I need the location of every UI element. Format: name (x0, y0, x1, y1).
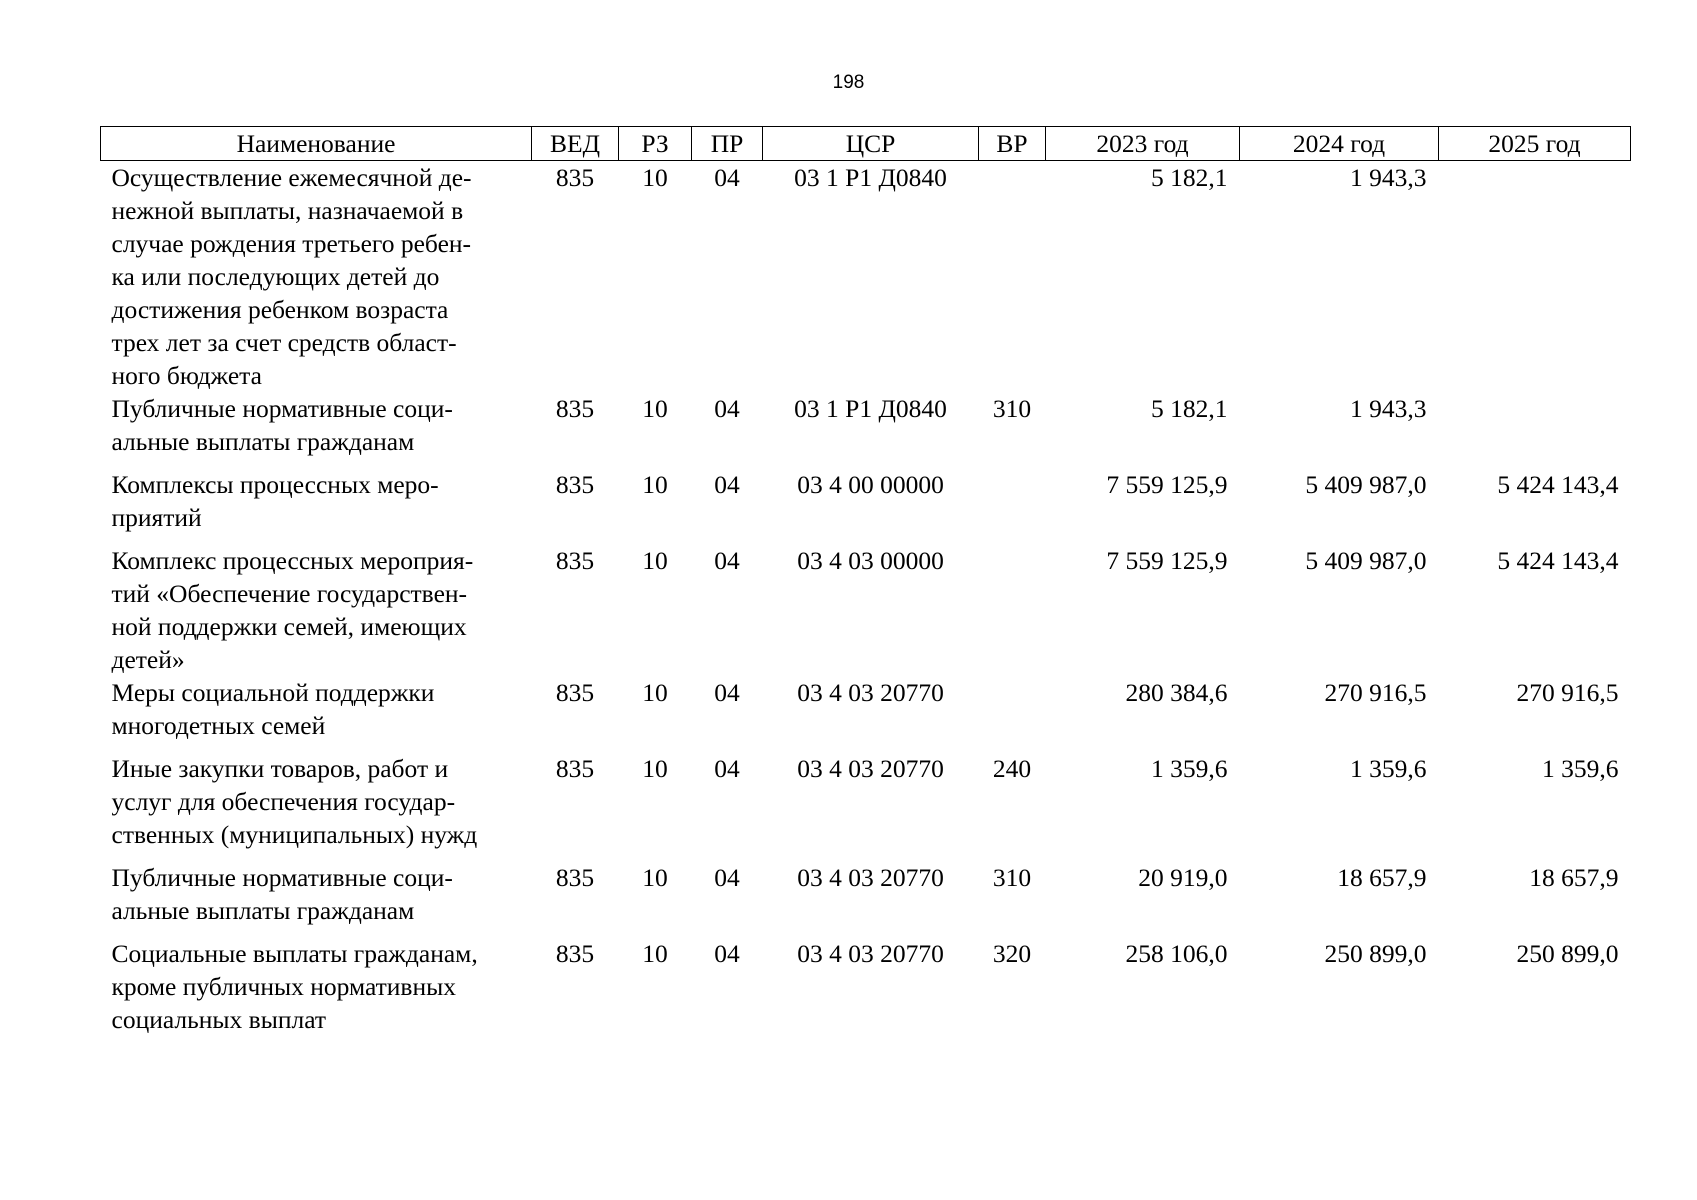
cell-2025: 18 657,9 (1529, 863, 1619, 892)
cell-2024: 1 943,3 (1350, 163, 1427, 192)
cell-2025 (1439, 392, 1631, 468)
name-line: Публичные нормативные соци- (111, 394, 453, 423)
header-2023: 2023 год (1046, 127, 1240, 161)
cell-2024: 270 916,5 (1324, 678, 1427, 707)
cell-rz: 10 (642, 939, 668, 968)
header-2025: 2025 год (1439, 127, 1631, 161)
table-row (101, 544, 1631, 676)
name-line: Меры социальной поддержки (111, 678, 435, 707)
header-ved: ВЕД (532, 127, 619, 161)
cell-2024: 5 409 987,0 (1305, 470, 1427, 499)
name-line: кроме публичных нормативных (111, 972, 456, 1001)
cell-2023: 5 182,1 (1151, 163, 1228, 192)
cell-vr (979, 676, 1046, 752)
name-line: услуг для обеспечения государ- (111, 787, 456, 816)
cell-vr: 320 (992, 939, 1032, 968)
cell-rz: 10 (642, 470, 668, 499)
name-line: ной поддержки семей, имеющих (111, 612, 467, 641)
cell-2024: 5 409 987,0 (1305, 546, 1427, 575)
cell-2024: 18 657,9 (1337, 863, 1427, 892)
cell-2025: 270 916,5 (1516, 678, 1619, 707)
table-row (101, 468, 1631, 544)
name-line: Социальные выплаты гражданам, (111, 939, 478, 968)
name-line: тий «Обеспечение государствен- (111, 579, 468, 608)
cell-name (101, 752, 532, 861)
cell-ved: 835 (555, 678, 595, 707)
table-row (101, 392, 1631, 468)
cell-csr: 03 1 Р1 Д0840 (794, 163, 947, 192)
cell-2024: 250 899,0 (1324, 939, 1427, 968)
cell-vr: 240 (992, 754, 1032, 783)
cell-2023: 7 559 125,9 (1106, 546, 1228, 575)
name-line: детей» (111, 645, 185, 674)
header-pr: ПР (692, 127, 763, 161)
name-line: Комплекс процессных мероприя- (111, 546, 474, 575)
cell-2025: 250 899,0 (1516, 939, 1619, 968)
cell-name (101, 161, 532, 393)
cell-2025: 5 424 143,4 (1497, 470, 1619, 499)
cell-csr: 03 4 00 00000 (797, 470, 944, 499)
cell-pr: 04 (714, 939, 740, 968)
cell-2023: 20 919,0 (1138, 863, 1228, 892)
table-row (101, 861, 1631, 937)
cell-rz: 10 (642, 394, 668, 423)
cell-rz: 10 (642, 163, 668, 192)
cell-name (101, 392, 532, 468)
name-line: социальных выплат (111, 1005, 327, 1034)
name-line: альные выплаты гражданам (111, 427, 415, 456)
header-row (101, 127, 1631, 161)
cell-name (101, 468, 532, 544)
cell-2025 (1439, 161, 1631, 393)
cell-name (101, 861, 532, 937)
name-line: достижения ребенком возраста (111, 295, 449, 324)
header-vr: ВР (979, 127, 1046, 161)
cell-ved: 835 (555, 939, 595, 968)
table-header (101, 127, 1631, 161)
cell-name (101, 937, 532, 1036)
cell-ved: 835 (555, 470, 595, 499)
table-body (101, 161, 1631, 1037)
name-line: ного бюджета (111, 361, 262, 390)
cell-vr (979, 468, 1046, 544)
name-line: ственных (муниципальных) нужд (111, 820, 478, 849)
cell-ved: 835 (555, 163, 595, 192)
name-line: Комплексы процессных меро- (111, 470, 439, 499)
name-line: нежной выплаты, назначаемой в (111, 196, 464, 225)
name-line: ка или последующих детей до (111, 262, 440, 291)
table-row (101, 161, 1631, 393)
cell-2024: 1 943,3 (1350, 394, 1427, 423)
cell-ved: 835 (555, 754, 595, 783)
cell-2023: 5 182,1 (1151, 394, 1228, 423)
cell-pr: 04 (714, 863, 740, 892)
name-line: трех лет за счет средств област- (111, 328, 457, 357)
cell-ved: 835 (555, 863, 595, 892)
cell-vr: 310 (992, 863, 1032, 892)
name-line: приятий (111, 503, 202, 532)
cell-pr: 04 (714, 470, 740, 499)
cell-vr: 310 (992, 394, 1032, 423)
cell-pr: 04 (714, 678, 740, 707)
cell-2023: 280 384,6 (1125, 678, 1228, 707)
header-rz: РЗ (619, 127, 692, 161)
cell-2023: 258 106,0 (1125, 939, 1228, 968)
cell-rz: 10 (642, 546, 668, 575)
cell-pr: 04 (714, 394, 740, 423)
cell-2025: 5 424 143,4 (1497, 546, 1619, 575)
cell-csr: 03 1 Р1 Д0840 (794, 394, 947, 423)
table-row (101, 752, 1631, 861)
table-row (101, 937, 1631, 1036)
header-csr: ЦСР (763, 127, 979, 161)
cell-pr: 04 (714, 546, 740, 575)
cell-csr: 03 4 03 20770 (797, 678, 944, 707)
cell-ved: 835 (555, 394, 595, 423)
name-line: Иные закупки товаров, работ и (111, 754, 449, 783)
cell-name (101, 676, 532, 752)
cell-ved: 835 (555, 546, 595, 575)
header-2024: 2024 год (1240, 127, 1439, 161)
cell-csr: 03 4 03 00000 (797, 546, 944, 575)
cell-pr: 04 (714, 163, 740, 192)
name-line: случае рождения третьего ребен- (111, 229, 472, 258)
cell-name (101, 544, 532, 676)
cell-rz: 10 (642, 754, 668, 783)
cell-vr (979, 161, 1046, 393)
name-line: альные выплаты гражданам (111, 896, 415, 925)
cell-2024: 1 359,6 (1350, 754, 1427, 783)
name-line: многодетных семей (111, 711, 326, 740)
cell-csr: 03 4 03 20770 (797, 939, 944, 968)
budget-table (100, 126, 1631, 1036)
name-line: Осуществление ежемесячной де- (111, 163, 472, 192)
cell-2023: 7 559 125,9 (1106, 470, 1228, 499)
cell-rz: 10 (642, 678, 668, 707)
cell-vr (979, 544, 1046, 676)
cell-rz: 10 (642, 863, 668, 892)
cell-pr: 04 (714, 754, 740, 783)
cell-csr: 03 4 03 20770 (797, 754, 944, 783)
name-line: Публичные нормативные соци- (111, 863, 453, 892)
cell-csr: 03 4 03 20770 (797, 863, 944, 892)
page-number: 198 (832, 72, 865, 93)
header-name: Наименование (101, 127, 532, 161)
cell-2025: 1 359,6 (1542, 754, 1619, 783)
cell-2023: 1 359,6 (1151, 754, 1228, 783)
table-row (101, 676, 1631, 752)
